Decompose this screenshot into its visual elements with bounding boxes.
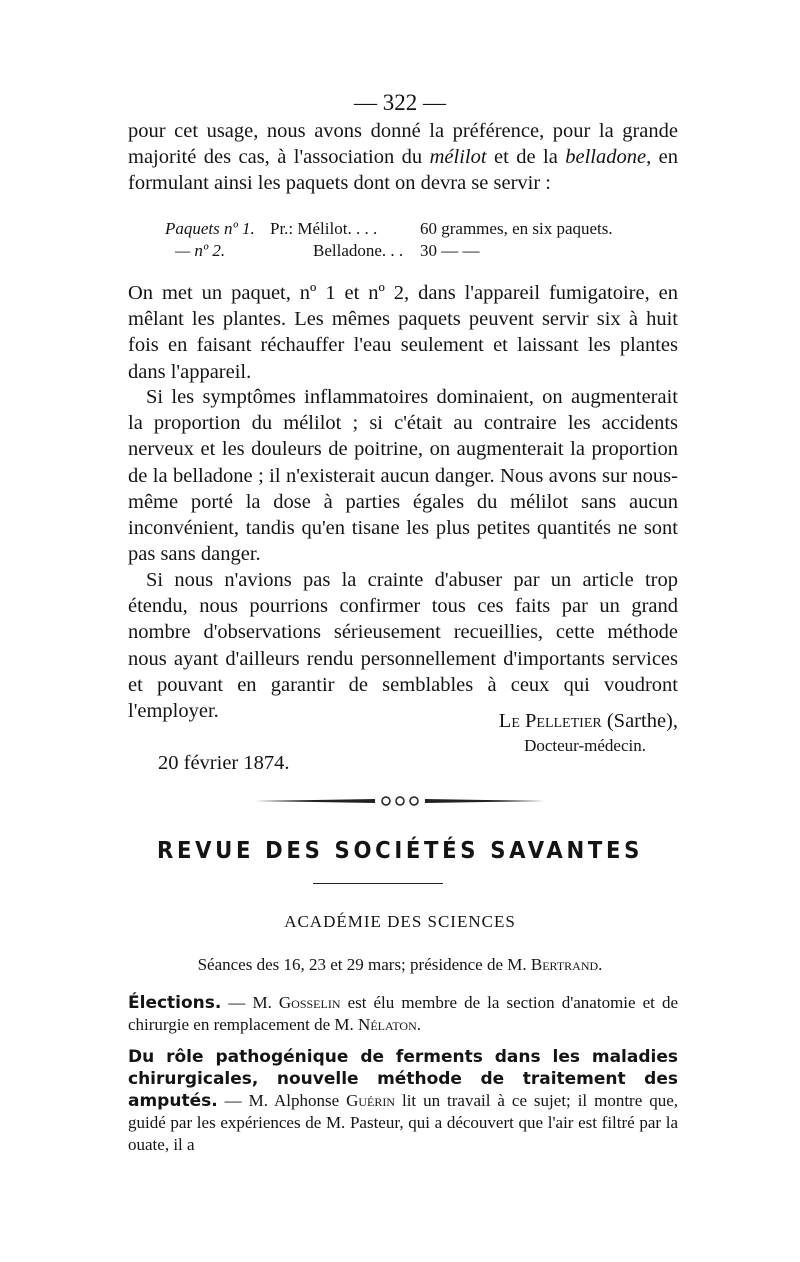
article-heading: Du rôle pathogénique de ferments dans les maladies chirurgicales, nouvelle méthode de traitement des amputés. <box>128 1047 678 1111</box>
packet-label: — nº 2. <box>175 241 226 260</box>
text: pour cet usage, nous avons donné la préférence, pour la grande majorité des cas, à l'association du <box>128 120 678 169</box>
packet-ingredient: Belladone. . . <box>313 241 404 260</box>
member-name: Gosselin <box>278 993 341 1012</box>
author-place: (Sarthe), <box>601 710 678 732</box>
text: , en formulant ainsi les paquets dont on devra se servir : <box>128 146 678 195</box>
text: Séances des 16, 23 et 29 mars; présidence de M. <box>197 955 531 974</box>
text: est élu membre de la section d'anatomie et de chirurgie en remplacement de M. <box>128 993 678 1034</box>
page-number: — 322 — <box>354 90 446 115</box>
sessions-line <box>0 955 800 975</box>
elections-paragraph <box>128 992 678 1036</box>
author-name: Guérin <box>346 1091 396 1110</box>
text: — M. <box>221 993 279 1012</box>
date-line: 20 février 1874. <box>158 752 290 774</box>
elections-heading: Élections. <box>128 993 222 1013</box>
italic-term: belladone <box>565 146 647 169</box>
president-name: Bertrand <box>530 955 599 974</box>
packet-ingredient: Pr.: Mélilot. . . . <box>270 219 378 238</box>
text: lit un travail à ce sujet; il montre que, guidé par les expériences de M. Pasteur, qui a découvert que l'air est filtré par la ouate, il a <box>128 1091 678 1154</box>
author-title: Docteur-médecin. <box>524 736 646 755</box>
paragraph-symptoms: Si les symptômes inflammatoires dominaient, on augmenterait la proportion du mélilot ; si c'était au contraire les accidents nerveux et les douleurs de poitrine, on augmenterait la proportion de la belladone ; il n'existerait aucun danger. Nous avons sur nous-même porté la dose à parties égales du mélilot sans aucun inconvénient, tandis qu'en tisane les plus petites quantités ne sont pas sans danger. <box>128 386 678 566</box>
member-name: Nélaton <box>358 1015 417 1034</box>
ornamental-divider <box>255 795 545 807</box>
italic-term: mélilot <box>429 146 487 169</box>
paragraph-method: On met un paquet, nº 1 et nº 2, dans l'appareil fumigatoire, en mêlant les plantes. Les mêmes paquets peuvent servir six à huit fois en faisant réchauffer l'eau seulement et laissant les plantes dans l'appareil. <box>128 282 678 383</box>
text: . <box>598 955 603 974</box>
academy-heading: ACADÉMIE DES SCIENCES <box>284 912 516 931</box>
signature <box>128 710 678 733</box>
text: — M. Alphonse <box>217 1091 347 1110</box>
paragraph-intro <box>128 118 678 197</box>
section-title: REVUE DES SOCIÉTÉS SAVANTES <box>156 838 644 864</box>
packet-row <box>165 240 685 262</box>
packet-label: Paquets nº 1. <box>165 219 255 238</box>
packet-amount: 60 grammes, en six paquets. <box>420 219 613 238</box>
author-name: Le Pelletier <box>498 710 602 732</box>
paragraph-conclusion: Si nous n'avions pas la crainte d'abuser par un article trop étendu, nous pourrions confirmer tous ces faits par un grand nombre d'observations sérieusement recueillies, cette méthode nous ayant d'ailleurs rendu personnellement d'importants services et pouvant en garantir de semblables à ceux qui voudront l'employer. <box>128 569 678 723</box>
packet-list <box>165 218 685 262</box>
article-paragraph <box>128 1046 678 1156</box>
packet-row <box>165 218 685 240</box>
text: . <box>416 1015 422 1034</box>
text: et de la <box>486 146 566 169</box>
packet-amount: 30 — — <box>420 241 480 260</box>
divider <box>313 883 443 884</box>
